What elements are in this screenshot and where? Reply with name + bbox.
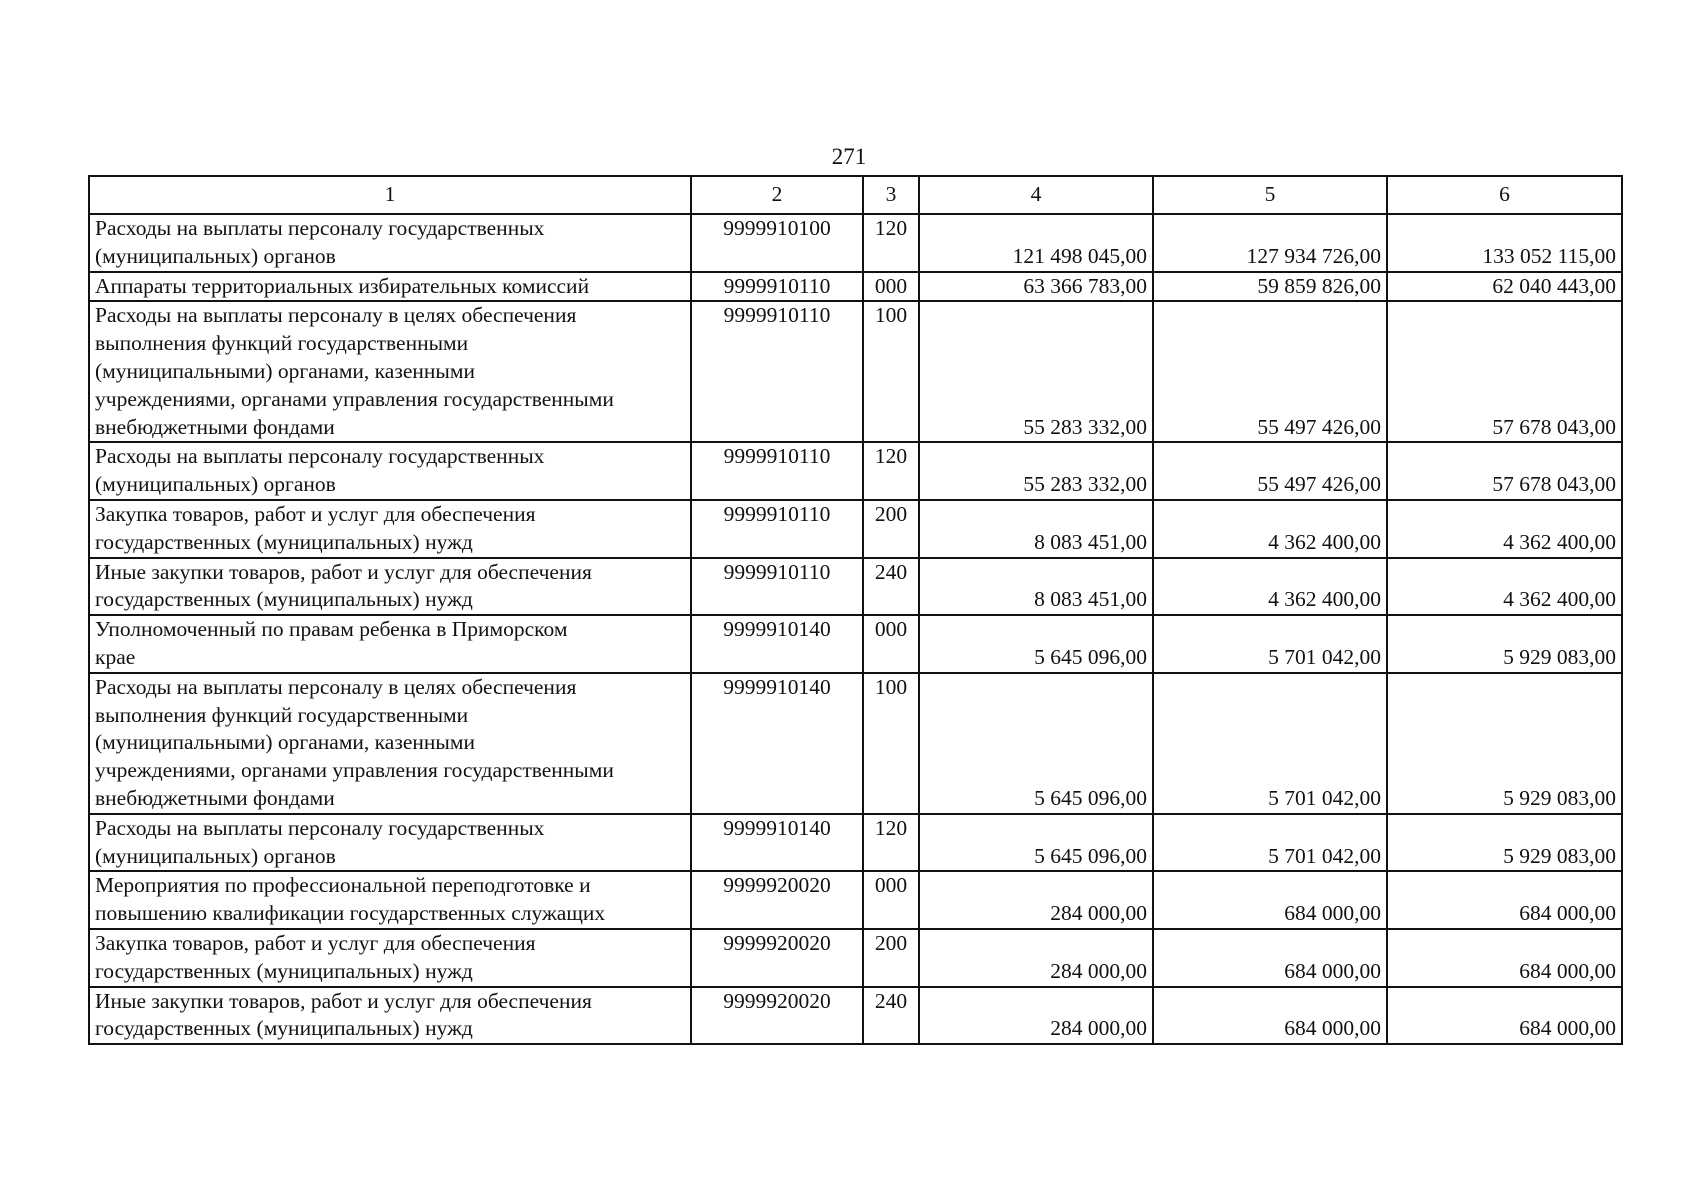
amount-col5-cell: 4 362 400,00 — [1153, 558, 1387, 616]
expense-name-line: крае — [95, 644, 136, 669]
expense-name-line: (муниципальными) органами, казенными — [95, 358, 475, 383]
expense-name-line: государственных (муниципальных) нужд — [95, 529, 473, 554]
page-number: 271 — [831, 144, 867, 169]
amount-col6-cell: 684 000,00 — [1387, 871, 1622, 929]
amount-col5-cell: 4 362 400,00 — [1153, 500, 1387, 558]
header-cell: 1 — [89, 176, 691, 214]
expense-type-cell: 120 — [863, 214, 919, 272]
expense-name-line: Расходы на выплаты персоналу государственных — [95, 444, 545, 469]
amount-col6-cell: 4 362 400,00 — [1387, 558, 1622, 616]
expense-name-line: выполнения функций государственными — [95, 702, 469, 727]
target-code-cell: 9999910100 — [691, 214, 863, 272]
target-code-cell: 9999910140 — [691, 814, 863, 872]
table-row — [89, 871, 1622, 929]
expense-type-cell: 000 — [863, 871, 919, 929]
expense-type-cell: 200 — [863, 500, 919, 558]
expense-name-line: (муниципальными) органами, казенными — [95, 730, 475, 755]
expense-type-cell: 100 — [863, 301, 919, 442]
table-row — [89, 814, 1622, 872]
expense-name-cell — [89, 442, 691, 500]
amount-col5-cell: 5 701 042,00 — [1153, 615, 1387, 673]
expense-name-cell — [89, 814, 691, 872]
amount-col4-cell: 8 083 451,00 — [919, 500, 1153, 558]
expense-name-line: (муниципальных) органов — [95, 843, 336, 868]
table-row — [89, 558, 1622, 616]
expense-name-line: Расходы на выплаты персоналу в целях обеспечения — [95, 674, 577, 699]
expense-name-line: внебюджетными фондами — [95, 414, 335, 439]
amount-col4-cell: 5 645 096,00 — [919, 814, 1153, 872]
table-row — [89, 987, 1622, 1045]
expense-name-cell — [89, 272, 691, 302]
expense-type-cell: 100 — [863, 673, 919, 814]
expense-name-line: учреждениями, органами управления государственными — [95, 758, 614, 783]
table-row — [89, 214, 1622, 272]
target-code-cell: 9999910110 — [691, 272, 863, 302]
table-row — [89, 442, 1622, 500]
expense-name-line: Расходы на выплаты персоналу государственных — [95, 216, 545, 240]
target-code-cell: 9999910140 — [691, 673, 863, 814]
expense-name-cell — [89, 871, 691, 929]
expense-name-line: государственных (муниципальных) нужд — [95, 587, 473, 612]
target-code-cell: 9999910140 — [691, 615, 863, 673]
amount-col4-cell: 121 498 045,00 — [919, 214, 1153, 272]
header-row — [89, 176, 1622, 214]
amount-col6-cell: 684 000,00 — [1387, 929, 1622, 987]
amount-col6-cell: 5 929 083,00 — [1387, 615, 1622, 673]
table-row — [89, 673, 1622, 814]
expense-name-cell — [89, 615, 691, 673]
expense-type-cell: 240 — [863, 987, 919, 1045]
amount-col5-cell: 55 497 426,00 — [1153, 301, 1387, 442]
amount-col6-cell: 5 929 083,00 — [1387, 814, 1622, 872]
amount-col5-cell: 684 000,00 — [1153, 987, 1387, 1045]
amount-col6-cell: 62 040 443,00 — [1387, 272, 1622, 302]
target-code-cell: 9999910110 — [691, 500, 863, 558]
amount-col5-cell: 5 701 042,00 — [1153, 673, 1387, 814]
amount-col6-cell: 684 000,00 — [1387, 987, 1622, 1045]
amount-col4-cell: 55 283 332,00 — [919, 442, 1153, 500]
target-code-cell: 9999910110 — [691, 442, 863, 500]
amount-col4-cell: 284 000,00 — [919, 929, 1153, 987]
target-code-cell: 9999910110 — [691, 301, 863, 442]
expense-name-line: государственных (муниципальных) нужд — [95, 958, 473, 983]
amount-col4-cell: 55 283 332,00 — [919, 301, 1153, 442]
budget-table — [88, 175, 1623, 1045]
expense-type-cell: 200 — [863, 929, 919, 987]
amount-col5-cell: 55 497 426,00 — [1153, 442, 1387, 500]
amount-col5-cell: 59 859 826,00 — [1153, 272, 1387, 302]
target-code-cell: 9999920020 — [691, 929, 863, 987]
expense-name-line: (муниципальных) органов — [95, 472, 336, 497]
target-code-cell: 9999910110 — [691, 558, 863, 616]
amount-col5-cell: 5 701 042,00 — [1153, 814, 1387, 872]
header-cell: 5 — [1153, 176, 1387, 214]
amount-col6-cell: 5 929 083,00 — [1387, 673, 1622, 814]
expense-name-line: Закупка товаров, работ и услуг для обеспечения — [95, 501, 536, 526]
table-row — [89, 929, 1622, 987]
expense-type-cell: 000 — [863, 272, 919, 302]
amount-col4-cell: 63 366 783,00 — [919, 272, 1153, 302]
expense-name-line: Закупка товаров, работ и услуг для обеспечения — [95, 930, 536, 955]
expense-name-cell — [89, 500, 691, 558]
expense-type-cell: 120 — [863, 442, 919, 500]
expense-name-line: Иные закупки товаров, работ и услуг для обеспечения — [95, 559, 592, 584]
expense-type-cell: 120 — [863, 814, 919, 872]
expense-name-cell — [89, 929, 691, 987]
target-code-cell: 9999920020 — [691, 871, 863, 929]
expense-type-cell: 240 — [863, 558, 919, 616]
amount-col5-cell: 684 000,00 — [1153, 871, 1387, 929]
expense-name-line: Расходы на выплаты персоналу в целях обеспечения — [95, 303, 577, 328]
expense-name-line: Расходы на выплаты персоналу государственных — [95, 815, 545, 840]
expense-name-line: выполнения функций государственными — [95, 331, 469, 356]
header-cell: 3 — [863, 176, 919, 214]
expense-name-line: (муниципальных) органов — [95, 243, 336, 268]
amount-col6-cell: 4 362 400,00 — [1387, 500, 1622, 558]
amount-col5-cell: 127 934 726,00 — [1153, 214, 1387, 272]
amount-col6-cell: 57 678 043,00 — [1387, 442, 1622, 500]
table-row — [89, 615, 1622, 673]
expense-name-line: Аппараты территориальных избирательных комиссий — [95, 273, 590, 298]
table-row — [89, 301, 1622, 442]
expense-name-line: Мероприятия по профессиональной переподготовке и — [95, 873, 591, 898]
amount-col6-cell: 133 052 115,00 — [1387, 214, 1622, 272]
expense-name-cell — [89, 301, 691, 442]
header-cell: 6 — [1387, 176, 1622, 214]
expense-name-cell — [89, 987, 691, 1045]
amount-col6-cell: 57 678 043,00 — [1387, 301, 1622, 442]
expense-name-cell — [89, 673, 691, 814]
expense-name-line: государственных (муниципальных) нужд — [95, 1016, 473, 1041]
expense-name-line: Иные закупки товаров, работ и услуг для обеспечения — [95, 988, 592, 1013]
expense-type-cell: 000 — [863, 615, 919, 673]
amount-col4-cell: 8 083 451,00 — [919, 558, 1153, 616]
expense-name-line: внебюджетными фондами — [95, 785, 335, 810]
expense-name-cell — [89, 214, 691, 272]
expense-name-line: учреждениями, органами управления государственными — [95, 386, 614, 411]
table-row — [89, 500, 1622, 558]
amount-col5-cell: 684 000,00 — [1153, 929, 1387, 987]
amount-col4-cell: 5 645 096,00 — [919, 673, 1153, 814]
target-code-cell: 9999920020 — [691, 987, 863, 1045]
amount-col4-cell: 284 000,00 — [919, 987, 1153, 1045]
header-cell: 2 — [691, 176, 863, 214]
amount-col4-cell: 5 645 096,00 — [919, 615, 1153, 673]
expense-name-line: повышению квалификации государственных служащих — [95, 901, 606, 926]
expense-name-cell — [89, 558, 691, 616]
header-cell: 4 — [919, 176, 1153, 214]
table-row — [89, 272, 1622, 302]
expense-name-line: Уполномоченный по правам ребенка в Приморском — [95, 617, 568, 642]
amount-col4-cell: 284 000,00 — [919, 871, 1153, 929]
